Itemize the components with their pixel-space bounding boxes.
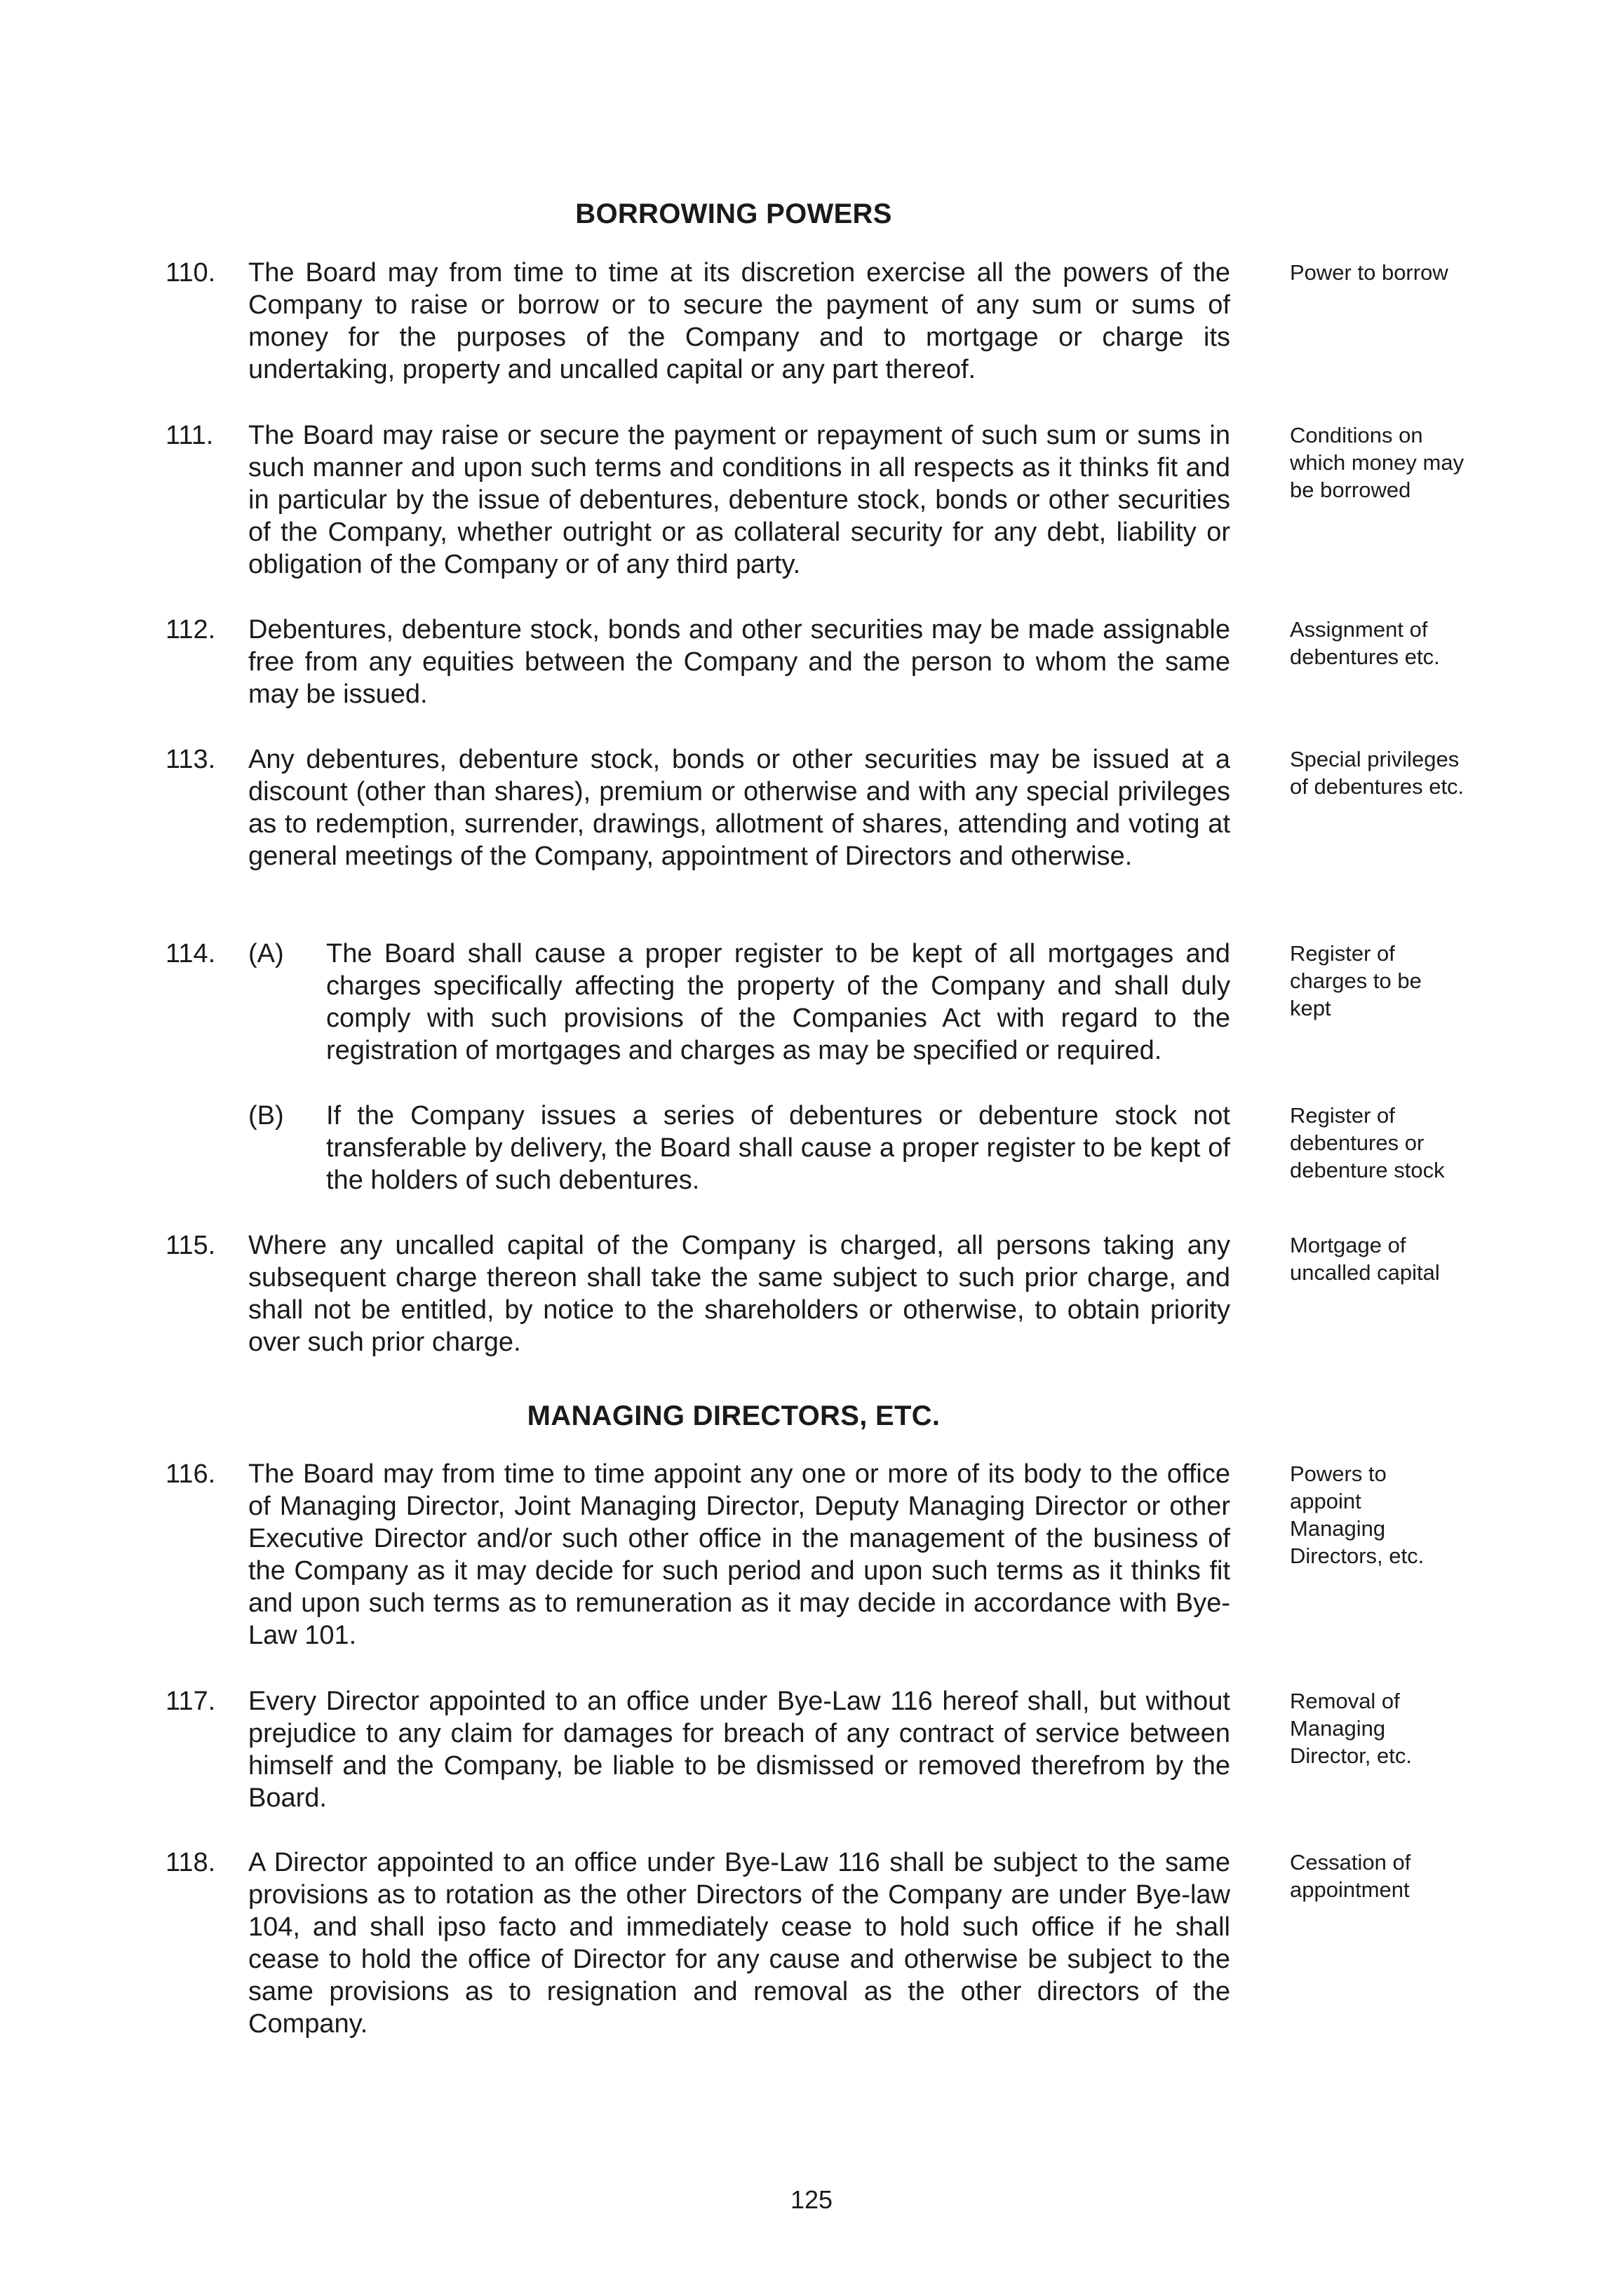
margin-note: Register of debentures or debenture stock bbox=[1290, 1103, 1445, 1182]
page-number: 125 bbox=[790, 2185, 833, 2214]
clause-number: 115. bbox=[166, 1231, 216, 1260]
clause-number: 113. bbox=[166, 745, 216, 774]
clause-number: 112. bbox=[166, 615, 216, 644]
clause-text: Every Director appointed to an office under Bye-Law 116 hereof shall, but without prejudice to any claim for damages for breach of any contract of service between himself and the Company, be liable to be dismissed or removed therefrom by the Board. bbox=[248, 1687, 1230, 1813]
margin-note: Power to borrow bbox=[1290, 260, 1448, 285]
subclause-label: (B) bbox=[248, 1101, 284, 1130]
margin-note: Removal of Managing Director, etc. bbox=[1290, 1689, 1412, 1768]
margin-note: Powers to appoint Managing Directors, etc. bbox=[1290, 1461, 1425, 1568]
clause-text: The Board may raise or secure the payment or repayment of such sum or sums in such manner and upon such terms and conditions in all respects as it thinks fit and in particular by the issue of debentures, debenture stock, bonds or other securities of the Company, whether outright or as collateral security for any debt, liability or obligation of the Company or of any third party. bbox=[248, 421, 1230, 579]
clause-text: The Board may from time to time at its discretion exercise all the powers of the Company to raise or borrow or to secure the payment of any sum or sums of money for the purposes of the Company and to mortgage or charge its undertaking, property and uncalled capital or any part thereof. bbox=[248, 258, 1230, 384]
clause-text: A Director appointed to an office under Bye-Law 116 shall be subject to the same provisions as to rotation as the other Directors of the Company are under Bye-law 104, and shall ipso facto and immediately cease to hold such office if he shall cease to hold the office of Director for any cause and otherwise be subject to the same provisions as to resignation and removal as the other directors of the Company. bbox=[248, 1848, 1230, 2039]
clause-number: 116. bbox=[166, 1459, 216, 1489]
clause-text: If the Company issues a series of debentures or debenture stock not transferable by delivery, the Board shall cause a proper register to be kept of the holders of such debentures. bbox=[326, 1101, 1230, 1195]
clause-number: 114. bbox=[166, 939, 216, 968]
clause-text: The Board may from time to time appoint any one or more of its body to the office of Managing Director, Joint Managing Director, Deputy Managing Director or other Executive Director and/or such other office in the management of the business of the Company as it may decide for such period and upon such terms as it thinks fit and upon such terms as to remuneration as it may decide in accordance with Bye-Law 101. bbox=[248, 1459, 1230, 1650]
clause-text: Any debentures, debenture stock, bonds or other securities may be issued at a discount (other than shares), premium or otherwise and with any special privileges as to redemption, surrender, drawings, allotment of shares, attending and voting at general meetings of the Company, appointment of Directors and otherwise. bbox=[248, 745, 1230, 871]
margin-note: Cessation of appointment bbox=[1290, 1850, 1411, 1902]
section-heading-managing-directors: MANAGING DIRECTORS, ETC. bbox=[527, 1400, 941, 1431]
section-heading-borrowing-powers: BORROWING POWERS bbox=[575, 198, 892, 229]
margin-note: Conditions on which money may be borrowed bbox=[1290, 423, 1464, 502]
subclause-label: (A) bbox=[248, 939, 284, 968]
margin-note: Special privileges of debentures etc. bbox=[1290, 747, 1464, 799]
clause-text: Where any uncalled capital of the Company is charged, all persons taking any subsequent charge thereon shall take the same subject to such prior charge, and shall not be entitled, by notice to the shareholders or otherwise, to obtain priority over such prior charge. bbox=[248, 1231, 1230, 1357]
margin-note: Mortgage of uncalled capital bbox=[1290, 1233, 1440, 1285]
clause-text: The Board shall cause a proper register to be kept of all mortgages and charges specifically affecting the property of the Company and shall duly comply with such provisions of the Companies Act with regard to the registration of mortgages and charges as may be specified or required. bbox=[326, 939, 1230, 1065]
margin-note: Assignment of debentures etc. bbox=[1290, 617, 1440, 669]
clause-number: 117. bbox=[166, 1687, 216, 1716]
margin-note: Register of charges to be kept bbox=[1290, 941, 1422, 1020]
clause-number: 111. bbox=[166, 421, 214, 450]
clause-number: 118. bbox=[166, 1848, 216, 1877]
clause-number: 110. bbox=[166, 258, 216, 288]
clause-text: Debentures, debenture stock, bonds and other securities may be made assignable free from any equities between the Company and the person to whom the same may be issued. bbox=[248, 615, 1230, 709]
